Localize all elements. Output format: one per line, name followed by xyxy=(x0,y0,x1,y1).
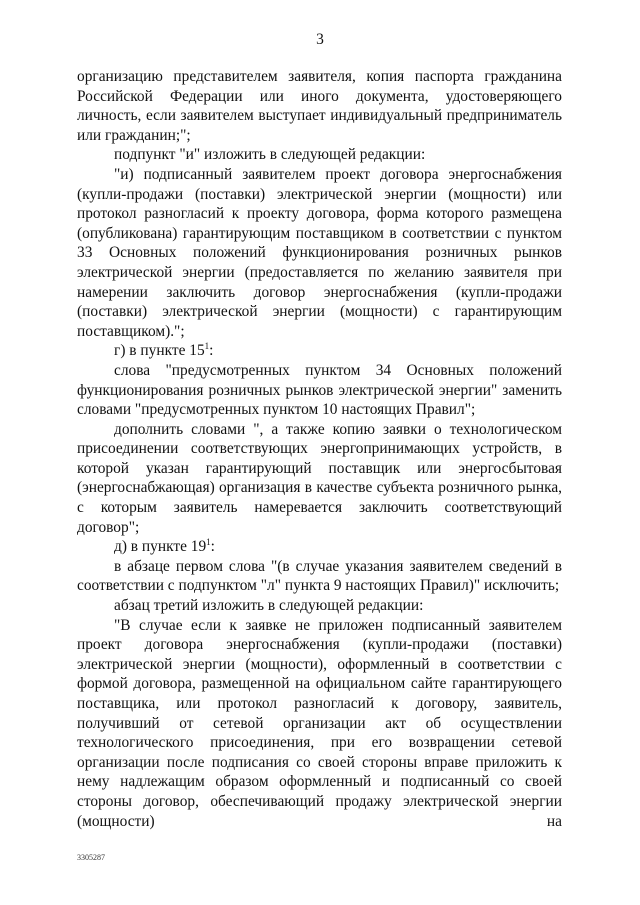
item-d-text: д) в пункте 19 xyxy=(114,538,207,556)
document-body xyxy=(77,67,562,831)
paragraph-replace-words: слова "предусмотренных пунктом 34 Основных положений функционирования розничных рынков электрической энергии" заменить словами "предусмотренных пунктом 10 настоящих Правил"; xyxy=(77,361,562,419)
item-d-superscript: 1 xyxy=(206,537,211,548)
item-g-text: г) в пункте 15 xyxy=(114,342,205,360)
item-g-superscript: 1 xyxy=(204,341,210,352)
paragraph-item-g xyxy=(77,341,562,361)
paragraph-item-d xyxy=(77,537,562,557)
item-d-tail: : xyxy=(210,538,215,556)
paragraph-add-words: дополнить словами ", а также копию заявки о технологическом присоединении соответствующих энергопринимающих устройств, в которой указан гарантирующий поставщик или энергосбытовая (энергоснабжающая) организация в качестве субъекта розничного рынка, с которым заявитель намеревается заключить соответствующий договор"; xyxy=(77,420,562,536)
footer-document-code: 3305287 xyxy=(77,853,105,862)
item-g-tail: : xyxy=(209,342,214,360)
paragraph-third-abzac-intro: абзац третий изложить в следующей редакции: xyxy=(114,597,424,615)
paragraph-subitem-i-intro: подпункт "и" изложить в следующей редакции: xyxy=(114,146,426,164)
paragraph-subitem-i-text: "и) подписанный заявителем проект договора энергоснабжения (купли-продажи (поставки) электрической энергии (мощности) или протокол разногласий к проекту договора, форма которого размещена (опубликована) гарантирующим поставщиком в соответствии с пунктом 33 Основных положений функционирования розничных рынков электрической энергии (предоставляется по желанию заявителя при намерении заключить договор энергоснабжения (купли-продажи (поставки) электрической энергии (мощности) с гарантирующим поставщиком)."; xyxy=(77,165,562,340)
page-number: 3 xyxy=(316,31,324,48)
paragraph-first-abzac: в абзаце первом слова "(в случае указания заявителем сведений в соответствии с подпунктом "л" пункта 9 настоящих Правил)" исключить; xyxy=(77,557,562,595)
paragraph-third-abzac-text: "В случае если к заявке не приложен подписанный заявителем проект договора энергоснабжения (купли-продажи (поставки) электрической энергии (мощности), оформленный в соответствии с формой договора, размещенной на официальном сайте гарантирующего поставщика, или протокол разногласий к договору, заявитель, получивший от сетевой организации акт об осуществлении технологического присоединения, при его возвращении сетевой организации после подписания со своей стороны вправе приложить к нему надлежащим образом оформленный и подписанный со своей стороны договор, обеспечивающий продажу электрической энергии (мощности) на xyxy=(77,616,562,830)
paragraph-continuation: организацию представителем заявителя, копия паспорта гражданина Российской Федерации или иного документа, удостоверяющего личность, если заявителем выступает индивидуальный предприниматель или гражданин;"; xyxy=(77,68,562,144)
